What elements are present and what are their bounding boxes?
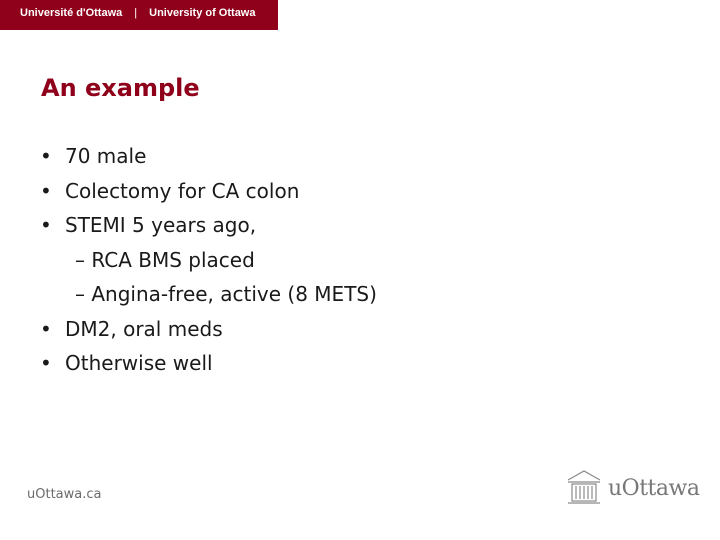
bullet-marker: • (40, 351, 52, 375)
sub-list-item (40, 243, 680, 278)
list-item (40, 174, 680, 209)
list-item-text: Colectomy for CA colon (65, 178, 300, 203)
building-icon (566, 468, 602, 506)
list-item (40, 312, 680, 347)
sub-item-label: RCA BMS placed (91, 247, 255, 272)
university-header-bar (0, 0, 278, 30)
header-separator: | (134, 7, 138, 19)
bullet-marker: • (40, 316, 52, 341)
bullet-list (40, 139, 680, 381)
dash-marker: – (75, 282, 85, 306)
list-item-text: STEMI 5 years ago, (65, 213, 257, 237)
list-item-text: DM2, oral meds (65, 316, 223, 341)
header-label-french: Université d'Ottawa (20, 7, 123, 19)
list-item (40, 346, 680, 381)
list-item-text: Otherwise well (65, 351, 213, 375)
header-label-english: University of Ottawa (149, 7, 256, 19)
list-item (40, 139, 680, 174)
sub-list-item-text (75, 243, 255, 278)
logo-wordmark: uOttawa (608, 476, 700, 501)
sub-list-item (40, 277, 680, 312)
bullet-marker: • (40, 144, 52, 168)
footer-url: uOttawa.ca (27, 487, 102, 502)
university-header-text (20, 7, 255, 19)
slide-title: An example (41, 74, 200, 102)
bullet-marker: • (40, 178, 52, 203)
list-item-text: 70 male (65, 144, 147, 168)
dash-marker: – (75, 247, 85, 272)
sub-list-item-text (75, 277, 377, 312)
bullet-marker: • (40, 213, 52, 237)
list-item (40, 208, 680, 243)
uottawa-logo (566, 468, 706, 508)
sub-item-label: Angina-free, active (8 METS) (91, 282, 377, 306)
